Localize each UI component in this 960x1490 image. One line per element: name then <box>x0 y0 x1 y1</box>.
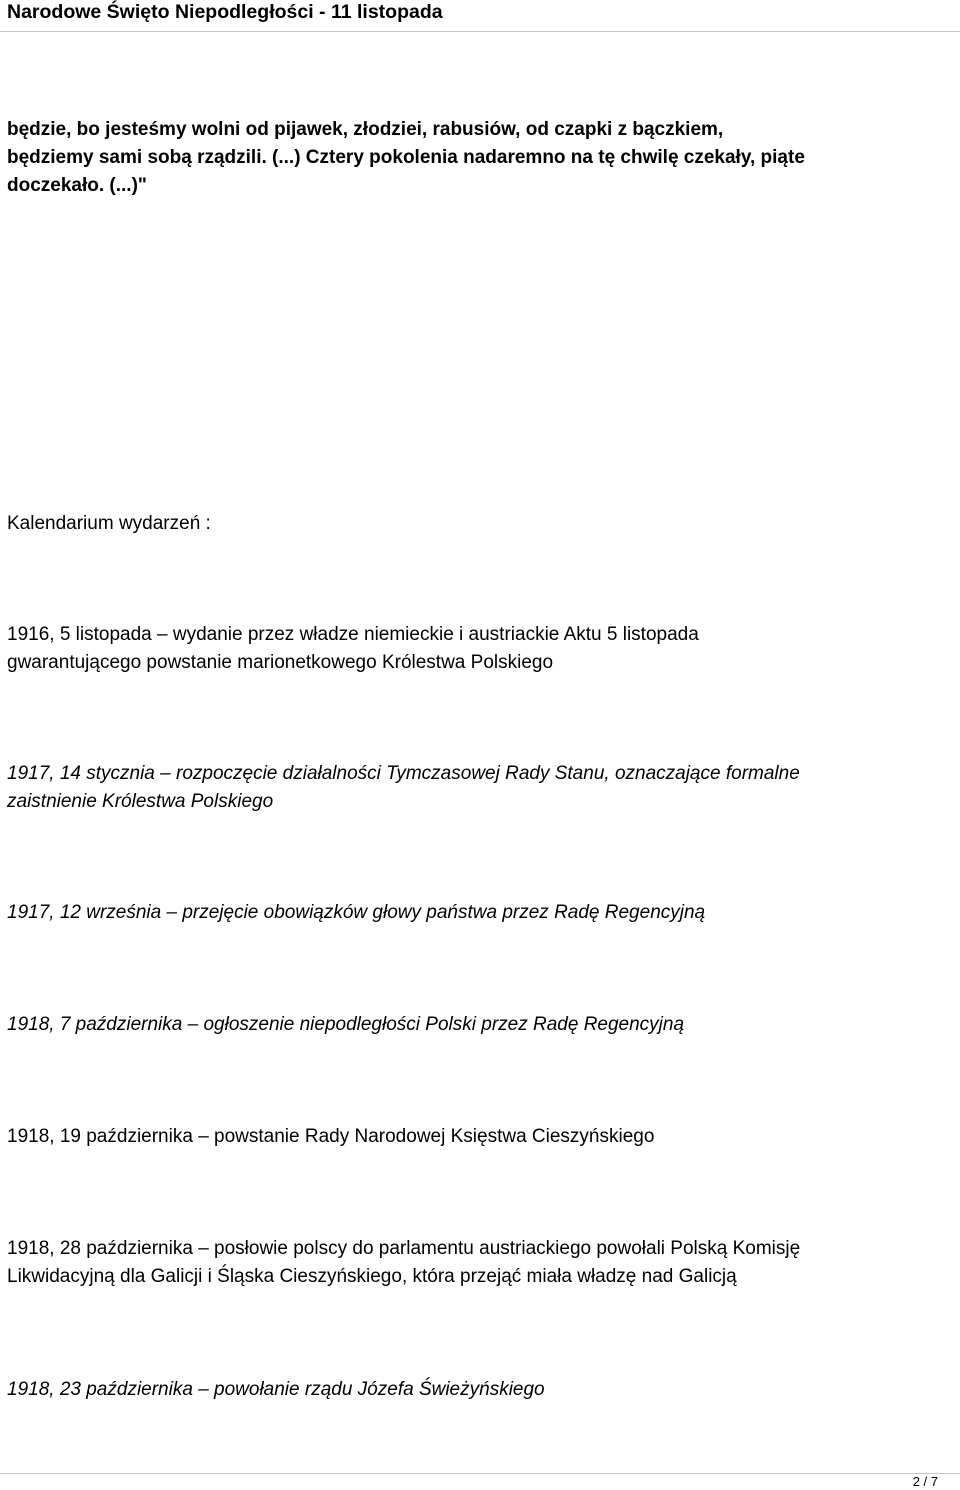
event-line: gwarantującego powstanie marionetkowego Królestwa Polskiego <box>7 652 554 673</box>
footer-divider <box>0 1473 960 1474</box>
event-line: 1918, 23 października – powołanie rządu Józefa Świeżyńskiego <box>7 1379 545 1400</box>
quote-paragraph <box>7 116 957 200</box>
event-line: zaistnienie Królestwa Polskiego <box>7 791 274 812</box>
event-line: 1917, 14 stycznia – rozpoczęcie działalności Tymczasowej Rady Stanu, oznaczające formalne <box>7 763 800 784</box>
quote-line: będziemy sami sobą rządzili. (...) Cztery pokolenia nadaremno na tę chwilę czekały, piąte <box>7 147 805 168</box>
calendar-event <box>7 1235 957 1291</box>
event-line: 1916, 5 listopada – wydanie przez władze niemieckie i austriackie Aktu 5 listopada <box>7 624 699 645</box>
page-header <box>0 0 960 32</box>
event-line: 1918, 7 października – ogłoszenie niepodległości Polski przez Radę Regencyjną <box>7 1014 685 1035</box>
event-line: 1918, 19 października – powstanie Rady Narodowej Księstwa Cieszyńskiego <box>7 1126 655 1147</box>
page-number: 2 / 7 <box>912 1474 938 1489</box>
calendar-event <box>7 1011 957 1039</box>
calendar-event <box>7 1123 957 1151</box>
calendar-event <box>7 1376 957 1404</box>
calendar-event <box>7 760 957 816</box>
quote-line: będzie, bo jesteśmy wolni od pijawek, złodziei, rabusiów, od czapki z bączkiem, <box>7 119 724 140</box>
event-line: Likwidacyjną dla Galicji i Śląska Cieszyńskiego, która przejąć miała władzę nad Galicją <box>7 1266 737 1287</box>
event-line: 1917, 12 września – przejęcie obowiązków głowy państwa przez Radę Regencyjną <box>7 902 706 923</box>
calendar-event <box>7 621 957 677</box>
event-line: 1918, 28 października – posłowie polscy do parlamentu austriackiego powołali Polską Komisję <box>7 1238 801 1259</box>
quote-line: doczekało. (...)" <box>7 175 147 196</box>
calendar-event <box>7 899 957 927</box>
header-divider <box>0 31 960 32</box>
document-title: Narodowe Święto Niepodległości - 11 listopada <box>7 1 443 23</box>
calendar-heading: Kalendarium wydarzeń : <box>7 513 211 534</box>
